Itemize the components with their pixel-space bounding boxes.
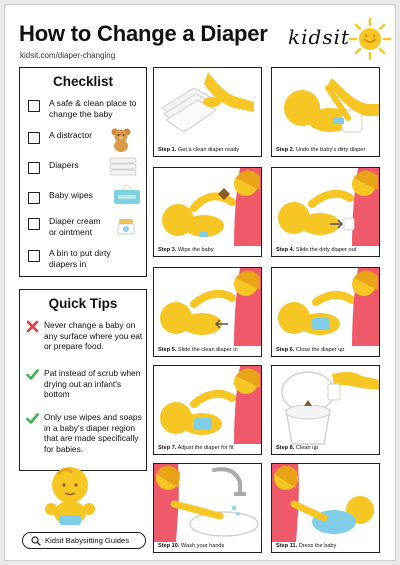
check-icon <box>26 412 39 425</box>
search-icon <box>31 536 41 546</box>
step-panel-11 <box>271 463 380 553</box>
tip-text: Only use wipes and soaps in a baby's diaper region that are made specifically for babies. <box>44 412 142 454</box>
guides-button[interactable] <box>22 532 146 549</box>
checklist-item-label: Diaper cream or ointment <box>49 216 101 237</box>
step-panel-1 <box>153 67 262 157</box>
diaper-stack-illustration <box>154 68 262 157</box>
step-caption: Step 6. Close the diaper up <box>276 347 345 353</box>
checklist-item-label: A bin to put dirty diapers in <box>49 248 111 269</box>
checkbox[interactable] <box>28 192 40 204</box>
step-caption: Step 1. Get a clean diaper ready <box>158 147 240 153</box>
step-panel-6 <box>271 267 380 357</box>
checkbox[interactable] <box>28 132 40 144</box>
adjust-diaper-illustration <box>154 366 262 455</box>
remove-diaper-illustration <box>272 168 380 257</box>
step-panel-2 <box>271 67 380 157</box>
wash-hands-illustration <box>154 464 262 553</box>
step-panel-10 <box>153 463 262 553</box>
insert-diaper-illustration <box>154 268 262 357</box>
step-panel-4 <box>271 167 380 257</box>
guides-button-label: Kidsit Babysitting Guides <box>45 536 129 545</box>
checklist-item[interactable] <box>28 216 146 246</box>
step-caption: Step 7. Adjust the diaper for fit <box>158 445 234 451</box>
checkbox[interactable] <box>28 100 40 112</box>
brand-logo[interactable] <box>282 17 394 69</box>
step-caption: Step 10. Wash your hands <box>158 543 225 549</box>
checklist-item[interactable] <box>28 248 146 278</box>
tip-text: Never change a baby on any surface where you eat or prepare food. <box>44 320 143 351</box>
checklist-panel <box>19 67 147 277</box>
wipes-box-icon <box>112 182 142 206</box>
sun-icon <box>348 17 392 61</box>
wipe-baby-illustration <box>154 168 262 257</box>
guide-sheet <box>4 4 396 561</box>
checklist-item-label: Diapers <box>49 160 79 170</box>
page-title: How to Change a Diaper <box>19 21 268 46</box>
cream-jar-icon <box>116 216 136 236</box>
checkbox[interactable] <box>28 250 40 262</box>
baby-mascot-icon <box>35 463 105 533</box>
step-caption: Step 2. Undo the baby's dirty diaper <box>276 147 366 153</box>
checklist-item-label: Baby wipes <box>49 190 93 200</box>
step-panel-5 <box>153 267 262 357</box>
step-caption: Step 4. Slide the dirty diaper out <box>276 247 357 253</box>
step-panel-7 <box>153 365 262 455</box>
dress-baby-illustration <box>272 464 380 553</box>
step-caption: Step 8. Clean up <box>276 445 319 451</box>
step-caption: Step 5. Slide the clean diaper in <box>158 347 238 353</box>
checkbox[interactable] <box>28 162 40 174</box>
cross-icon <box>26 320 39 333</box>
checklist-item-label: A distractor <box>49 130 92 140</box>
teddy-bear-icon <box>110 128 132 152</box>
close-diaper-illustration <box>272 268 380 357</box>
step-panel-3 <box>153 167 262 257</box>
brand-wordmark: kidsit <box>288 25 351 49</box>
checklist-item-label: A safe & clean place to change the baby <box>49 98 137 119</box>
page-url[interactable]: kidsit.com/diaper-changing <box>20 51 116 60</box>
checklist-title: Checklist <box>52 74 114 89</box>
check-icon <box>26 368 39 381</box>
quick-tips-title: Quick Tips <box>48 296 118 311</box>
quick-tips-panel <box>19 289 147 471</box>
step-caption: Step 3. Wipe the baby <box>158 247 214 253</box>
tip-text: Pat instead of scrub when drying out an infant's bottom <box>44 368 141 399</box>
checklist-item[interactable] <box>28 98 146 128</box>
trash-bin-illustration <box>272 366 380 455</box>
undo-diaper-illustration <box>272 68 380 157</box>
step-panel-8 <box>271 365 380 455</box>
diaper-stack-icon <box>108 156 138 178</box>
step-caption: Step 11. Dress the baby <box>276 543 337 549</box>
checkbox[interactable] <box>28 218 40 230</box>
